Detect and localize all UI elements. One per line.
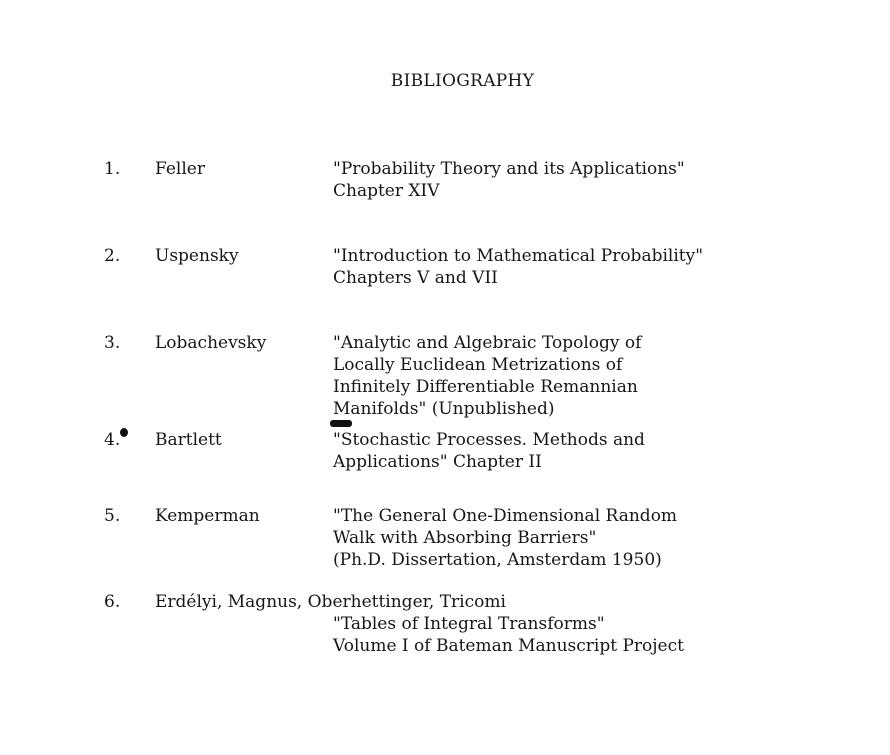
page-title: BIBLIOGRAPHY bbox=[390, 71, 535, 91]
reference-line: "Probability Theory and its Applications" bbox=[333, 159, 685, 179]
reference-line: Walk with Absorbing Barriers" bbox=[333, 528, 597, 548]
reference-line: Applications" Chapter II bbox=[333, 452, 542, 472]
entry-number: 3. bbox=[104, 333, 121, 353]
entry-reference bbox=[333, 332, 873, 420]
reference-line: "Stochastic Processes. Methods and bbox=[333, 430, 645, 450]
entry-author: Bartlett bbox=[155, 430, 222, 450]
ink-smudge bbox=[330, 420, 352, 427]
entry-author: Uspensky bbox=[155, 246, 239, 266]
entry-reference bbox=[333, 613, 873, 657]
entry-number: 1. bbox=[104, 159, 121, 179]
reference-line: Locally Euclidean Metrizations of bbox=[333, 355, 623, 375]
reference-line: "Analytic and Algebraic Topology of bbox=[333, 333, 642, 353]
entry-author: Lobachevsky bbox=[155, 333, 267, 353]
reference-line: Manifolds" (Unpublished) bbox=[333, 399, 555, 419]
entry-number: 6. bbox=[104, 592, 121, 612]
entry-number: 4. bbox=[104, 430, 121, 450]
reference-line: Volume I of Bateman Manuscript Project bbox=[333, 636, 684, 656]
entry-author: Feller bbox=[155, 159, 205, 179]
entry-reference bbox=[333, 245, 873, 289]
reference-line: "Introduction to Mathematical Probability" bbox=[333, 246, 704, 266]
entry-number: 2. bbox=[104, 246, 121, 266]
reference-line: "The General One-Dimensional Random bbox=[333, 506, 678, 526]
entry-author: Erdélyi, Magnus, Oberhettinger, Tricomi bbox=[155, 592, 506, 612]
reference-line: "Tables of Integral Transforms" bbox=[333, 614, 605, 634]
entry-number: 5. bbox=[104, 506, 121, 526]
entry-reference bbox=[333, 505, 873, 571]
reference-line: (Ph.D. Dissertation, Amsterdam 1950) bbox=[333, 550, 662, 570]
reference-line: Infinitely Differentiable Remannian bbox=[333, 377, 638, 397]
reference-line: Chapter XIV bbox=[333, 181, 440, 201]
entry-author: Kemperman bbox=[155, 506, 260, 526]
reference-line: Chapters V and VII bbox=[333, 268, 498, 288]
entry-reference bbox=[333, 158, 873, 202]
entry-reference bbox=[333, 429, 873, 473]
